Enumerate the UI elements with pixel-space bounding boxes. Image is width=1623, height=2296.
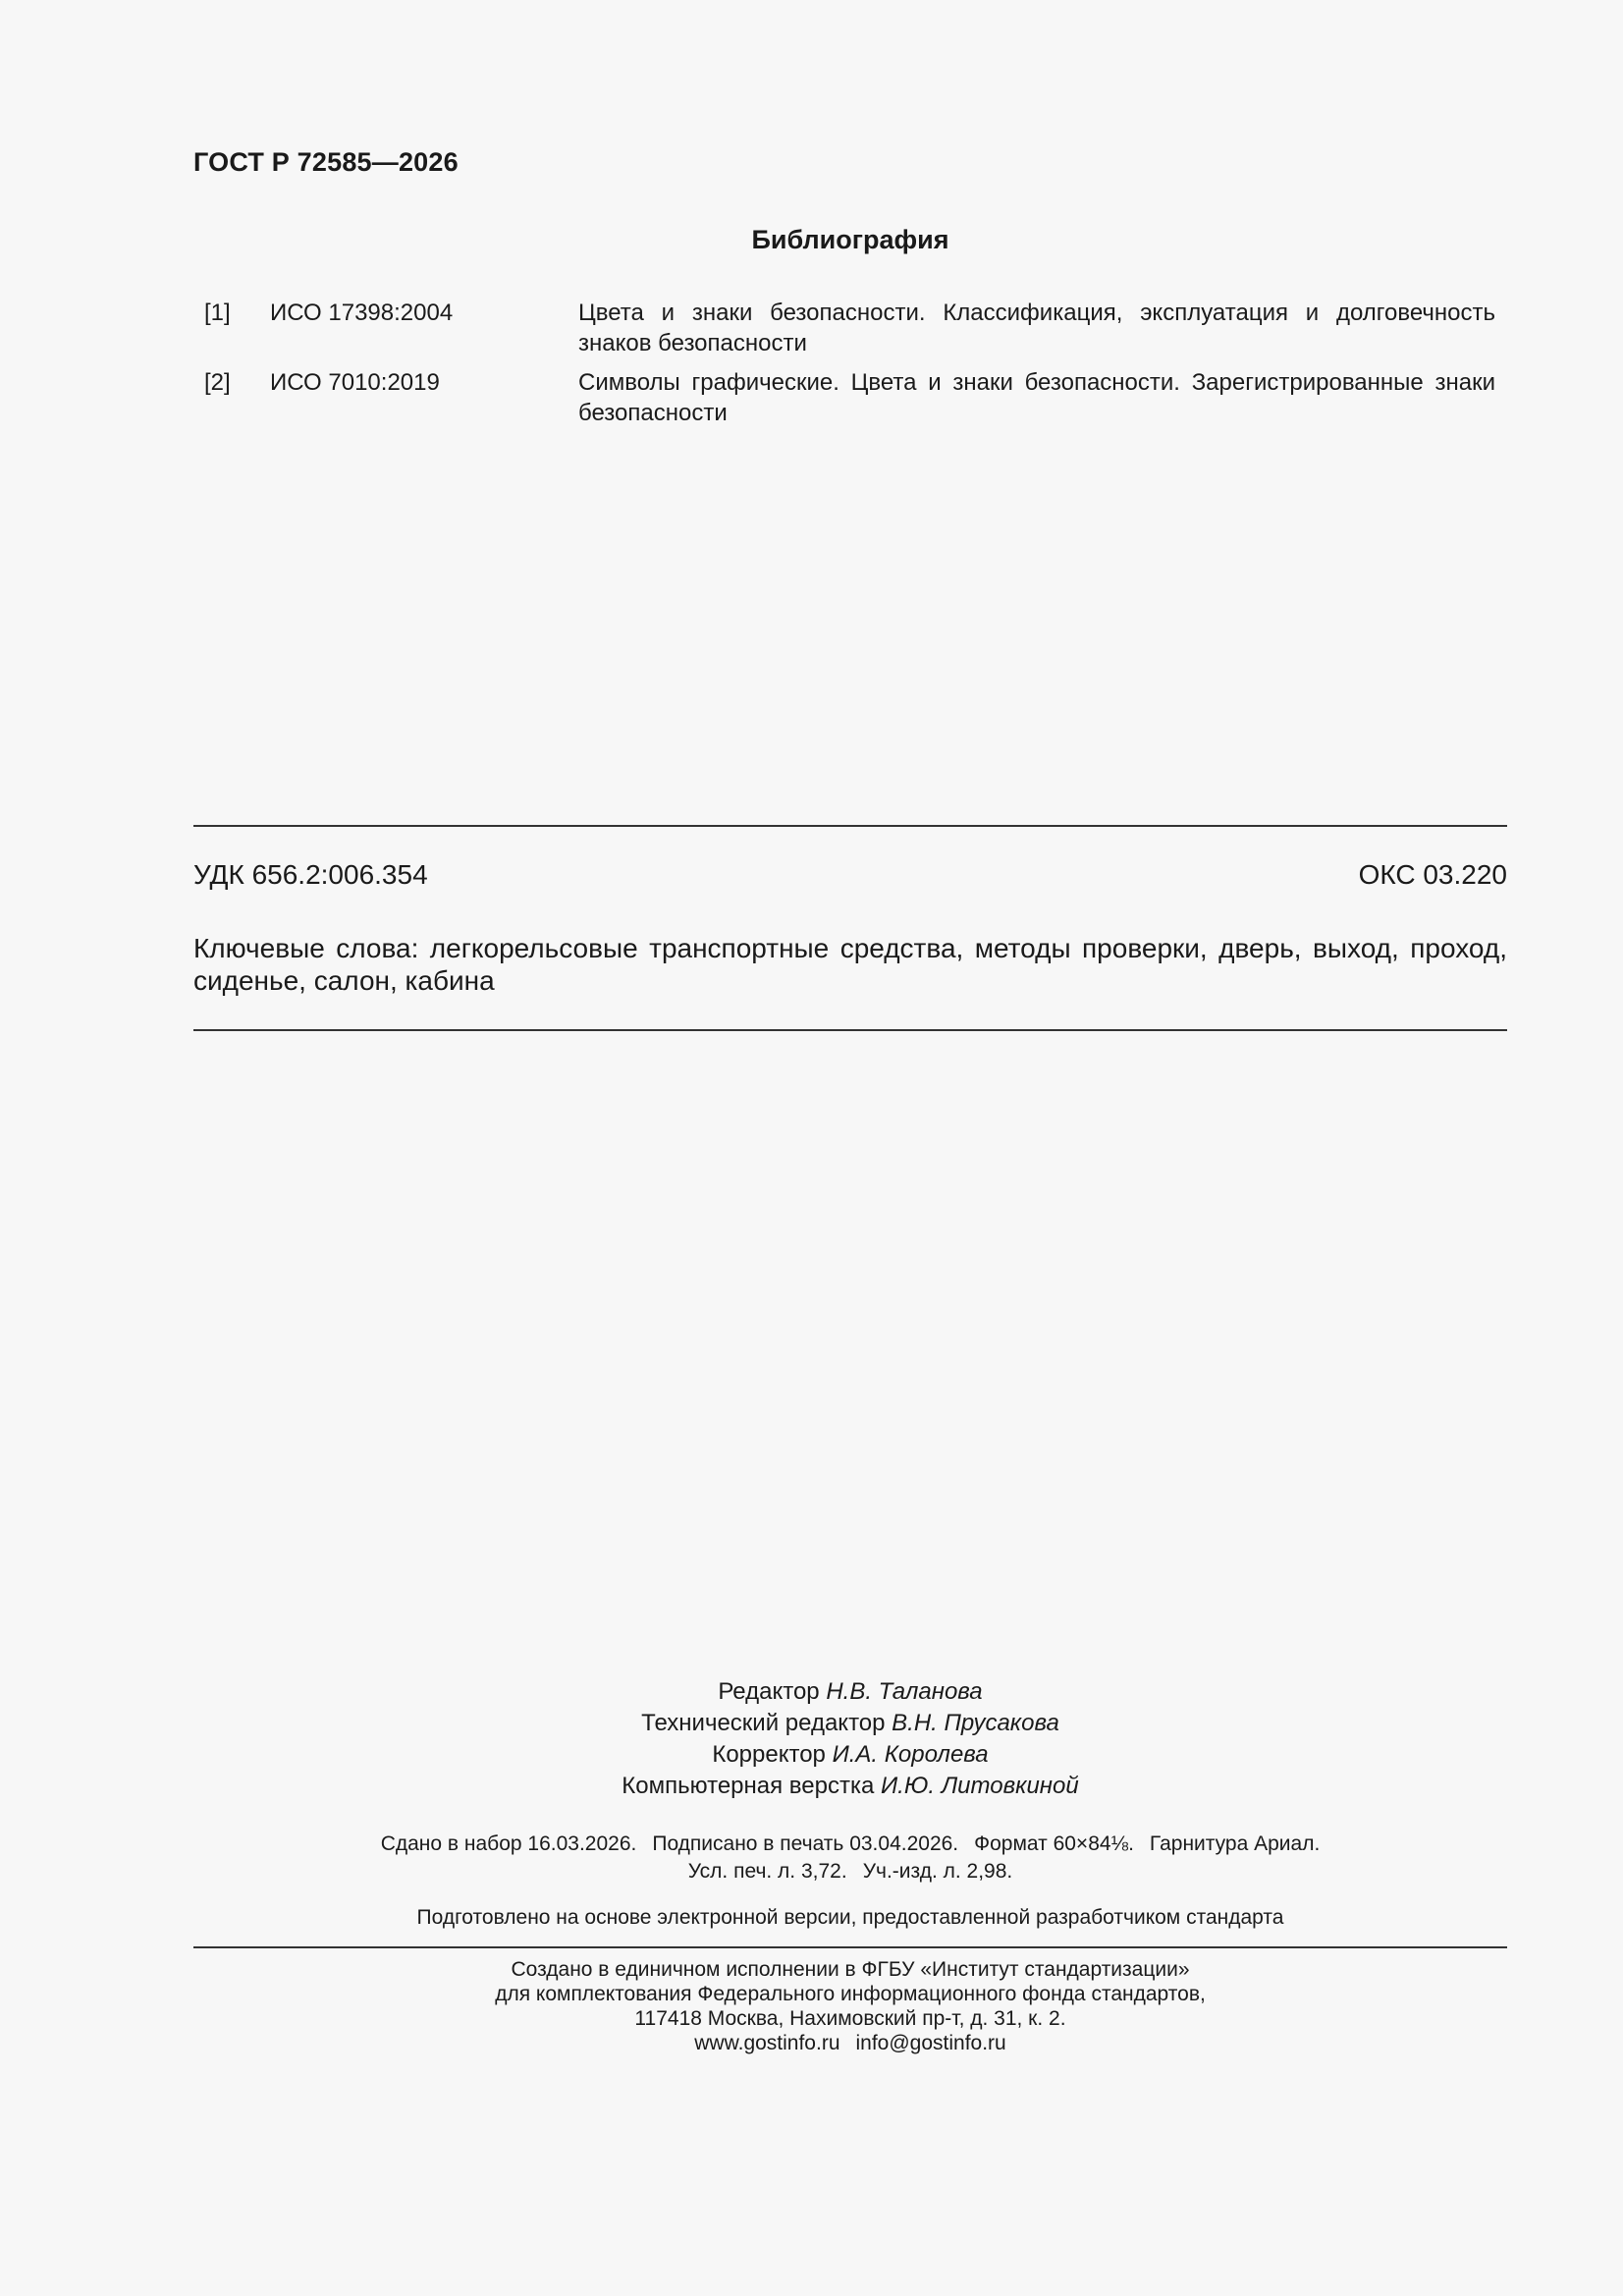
publisher-line: для комплектования Федерального информационного фонда стандартов, (495, 1983, 1206, 2005)
prepared-note: Подготовлено на основе электронной версии, предоставленной разработчиком стандарта (416, 1906, 1284, 1929)
keywords: Ключевые слова: легкорельсовые транспортные средства, методы проверки, дверь, выход, проход, сиденье, салон, кабина (193, 933, 1507, 996)
bibliography-entry-code: ИСО 7010:2019 (270, 369, 440, 396)
credit-line (193, 1771, 1507, 1802)
publisher-info (193, 1957, 1507, 2055)
credit-role: Компьютерная верстка (622, 1773, 875, 1799)
credit-line (193, 1708, 1507, 1739)
paper-format: Формат 60×84⅛. (974, 1832, 1134, 1855)
credit-role: Редактор (718, 1678, 820, 1705)
email-link[interactable]: info@gostinfo.ru (855, 2032, 1006, 2054)
credit-role: Корректор (712, 1741, 826, 1768)
publisher-line: 117418 Москва, Нахимовский пр-т, д. 31, к. 2. (634, 2007, 1066, 2030)
bibliography-entry-title: Символы графические. Цвета и знаки безопасности. Зарегистрированные знаки безопасности (578, 369, 1495, 426)
bibliography-entry-code: ИСО 17398:2004 (270, 300, 454, 326)
credit-name: И.А. Королева (832, 1741, 989, 1768)
print-details-line (193, 1831, 1507, 1858)
oks-code: ОКС 03.220 (1358, 859, 1507, 890)
print-sheets: Усл. печ. л. 3,72. (687, 1860, 847, 1883)
typeface: Гарнитура Ариал. (1149, 1832, 1321, 1855)
credit-name: Н.В. Таланова (826, 1678, 983, 1705)
credit-name: В.Н. Прусакова (892, 1710, 1059, 1736)
publisher-contacts (193, 2031, 1507, 2055)
bibliography-entry-number: [1] (204, 300, 231, 326)
bibliography-title: Библиография (751, 225, 949, 254)
signed-date: Подписано в печать 03.04.2026. (652, 1832, 959, 1855)
bibliography-entry-title: Цвета и знаки безопасности. Классификация, эксплуатация и долговечность знаков безопасности (578, 300, 1495, 356)
editorial-credits (193, 1676, 1507, 1802)
divider-keywords (193, 1029, 1507, 1031)
print-details (193, 1831, 1507, 1886)
credit-name: И.Ю. Литовкиной (881, 1773, 1079, 1799)
divider-bottom (193, 1946, 1507, 1948)
divider-top (193, 825, 1507, 827)
publisher-line: Создано в единичном исполнении в ФГБУ «Институт стандартизации» (511, 1958, 1190, 1981)
credit-line (193, 1739, 1507, 1771)
bibliography-entry-number: [2] (204, 369, 231, 396)
standard-number: ГОСТ Р 72585—2026 (193, 147, 459, 177)
edition-sheets: Уч.-изд. л. 2,98. (862, 1860, 1013, 1883)
website-link[interactable]: www.gostinfo.ru (694, 2032, 840, 2054)
credit-role: Технический редактор (641, 1710, 886, 1736)
credit-line (193, 1676, 1507, 1708)
print-details-line (193, 1858, 1507, 1886)
typeset-date: Сдано в набор 16.03.2026. (380, 1832, 637, 1855)
udk-code: УДК 656.2:006.354 (193, 859, 428, 890)
